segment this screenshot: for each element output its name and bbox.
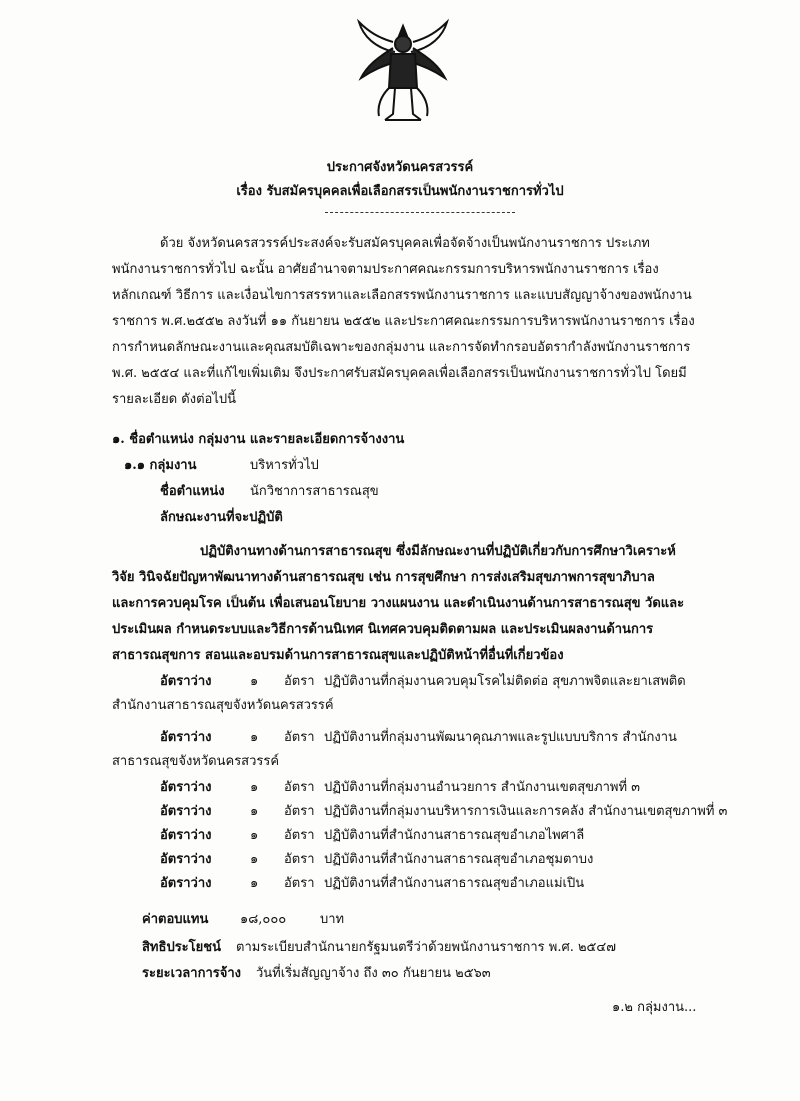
vacancy-detail: ปฏิบัติงานที่สำนักงานสาธารณสุขอำเภอไพศาลี	[324, 828, 585, 843]
announcement-subject: เรื่อง รับสมัครบุคคลเพื่อเลือกสรรเป็นพนักงานราชการทั่วไป	[236, 184, 564, 199]
vacancy-label: อัตราว่าง	[160, 828, 212, 843]
vacancy-count: ๑	[250, 780, 259, 795]
intro-line: หลักเกณฑ์ วิธีการ และเงื่อนไขการสรรหาและเลือกสรรพนักงานราชการ และแบบสัญญาจ้างของพนักงาน	[112, 288, 692, 303]
duties-line: ปฏิบัติงานทางด้านการสาธารณสุข ซึ่งมีลักษณะงานที่ปฏิบัติเกี่ยวกับการศึกษาวิเคราะห์	[200, 544, 676, 559]
title-divider	[325, 212, 515, 213]
intro-line: รายละเอียด ดังต่อไปนี้	[112, 392, 237, 407]
vacancy-label: อัตราว่าง	[160, 876, 212, 891]
compensation-unit: บาท	[320, 912, 345, 927]
vacancy-unit: อัตรา	[284, 730, 315, 745]
period-value: วันที่เริ่มสัญญาจ้าง ถึง ๓๐ กันยายน ๒๕๖๓	[256, 966, 491, 981]
vacancy-unit: อัตรา	[284, 876, 315, 891]
vacancy-label: อัตราว่าง	[160, 674, 212, 689]
compensation-label: ค่าตอบแทน	[142, 912, 209, 927]
vacancy-unit: อัตรา	[284, 828, 315, 843]
compensation-amount: ๑๘,๐๐๐	[240, 912, 287, 927]
benefits-label: สิทธิประโยชน์	[142, 940, 221, 955]
vacancy-detail: ปฏิบัติงานที่กลุ่มงานควบคุมโรคไม่ติดต่อ สุขภาพจิตและยาเสพติด	[324, 674, 686, 689]
vacancy-detail: ปฏิบัติงานที่กลุ่มงานพัฒนาคุณภาพและรูปแบบบริการ สำนักงาน	[324, 730, 677, 745]
vacancy-count: ๑	[250, 828, 259, 843]
vacancy-detail: ปฏิบัติงานที่สำนักงานสาธารณสุขอำเภอชุมตาบง	[324, 852, 594, 867]
vacancy-detail-cont: สาธารณสุขจังหวัดนครสวรรค์	[112, 754, 280, 769]
vacancy-count: ๑	[250, 804, 259, 819]
position-value: นักวิชาการสาธารณสุข	[250, 484, 379, 499]
benefits-value: ตามระเบียบสำนักนายกรัฐมนตรีว่าด้วยพนักงานราชการ พ.ศ. ๒๕๔๗	[236, 940, 616, 955]
vacancy-detail-cont: สำนักงานสาธารณสุขจังหวัดนครสวรรค์	[112, 698, 334, 713]
duties-label: ลักษณะงานที่จะปฏิบัติ	[160, 510, 283, 525]
intro-line: การกำหนดลักษณะงานและคุณสมบัติเฉพาะของกลุ่มงาน และการจัดทำกรอบอัตรากำลังพนักงานราชการ	[112, 340, 691, 355]
vacancy-count: ๑	[250, 674, 259, 689]
vacancy-count: ๑	[250, 852, 259, 867]
intro-line: ราชการ พ.ศ.๒๕๕๒ ลงวันที่ ๑๑ กันยายน ๒๕๕๒ และประกาศคณะกรรมการบริหารพนักงานราชการ เรื่อง	[112, 314, 695, 329]
duties-line: วิจัย วินิจฉัยปัญหาพัฒนาทางด้านสาธารณสุข เช่น การสุขศึกษา การส่งเสริมสุขภาพการสุขาภิบาล	[112, 570, 655, 585]
vacancy-unit: อัตรา	[284, 852, 315, 867]
vacancy-unit: อัตรา	[284, 780, 315, 795]
duties-line: และการควบคุมโรค เป็นต้น เพื่อเสนอนโยบาย วางแผนงาน และดำเนินงานด้านการสาธารณสุข วัดและ	[112, 596, 685, 611]
vacancy-count: ๑	[250, 730, 259, 745]
period-label: ระยะเวลาการจ้าง	[142, 966, 241, 981]
intro-line: พ.ศ. ๒๕๕๔ และที่แก้ไขเพิ่มเติม จึงประกาศรับสมัครบุคคลเพื่อเลือกสรรเป็นพนักงานราชการทั่วไป โดยมี	[112, 366, 687, 381]
vacancy-label: อัตราว่าง	[160, 780, 212, 795]
duties-line: สาธารณสุขการ สอนและอบรมด้านการสาธารณสุขและปฏิบัติหน้าที่อื่นที่เกี่ยวข้อง	[112, 648, 564, 663]
garuda-emblem-icon	[355, 18, 451, 124]
vacancy-count: ๑	[250, 876, 259, 891]
vacancy-detail: ปฏิบัติงานที่กลุ่มงานบริหารการเงินและการคลัง สำนักงานเขตสุขภาพที่ ๓	[324, 804, 728, 819]
section-heading: ๑. ชื่อตำแหน่ง กลุ่มงาน และรายละเอียดการจ้างงาน	[112, 432, 405, 447]
vacancy-label: อัตราว่าง	[160, 852, 212, 867]
vacancy-unit: อัตรา	[284, 674, 315, 689]
announcement-title: ประกาศจังหวัดนครสวรรค์	[326, 160, 474, 175]
vacancy-detail: ปฏิบัติงานที่สำนักงานสาธารณสุขอำเภอแม่เปิน	[324, 876, 585, 891]
duties-line: ประเมินผล กำหนดระบบและวิธีการด้านนิเทศ นิเทศควบคุมติดตามผล และประเมินผลงานด้านการ	[112, 622, 654, 637]
continued-note: ๑.๒ กลุ่มงาน...	[612, 1000, 697, 1015]
vacancy-unit: อัตรา	[284, 804, 315, 819]
vacancy-label: อัตราว่าง	[160, 804, 212, 819]
intro-line: พนักงานราชการทั่วไป ฉะนั้น อาศัยอำนาจตามประกาศคณะกรรมการบริหารพนักงานราชการ เรื่อง	[112, 262, 659, 277]
position-label: ชื่อตำแหน่ง	[160, 484, 225, 499]
vacancy-label: อัตราว่าง	[160, 730, 212, 745]
group-value: บริหารทั่วไป	[250, 458, 319, 473]
group-label: ๑.๑ กลุ่มงาน	[124, 458, 197, 473]
vacancy-detail: ปฏิบัติงานที่กลุ่มงานอำนวยการ สำนักงานเขตสุขภาพที่ ๓	[324, 780, 641, 795]
intro-line: ด้วย จังหวัดนครสวรรค์ประสงค์จะรับสมัครบุคคลเพื่อจัดจ้างเป็นพนักงานราชการ ประเภท	[160, 236, 650, 251]
